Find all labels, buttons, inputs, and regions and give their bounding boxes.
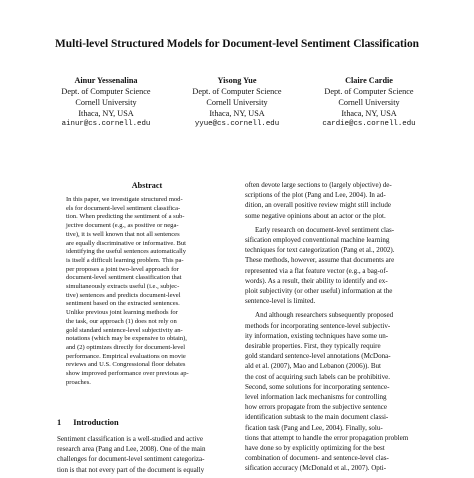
text-line: identification subtask to the main document classi- <box>245 413 389 422</box>
text-line: sification employed conventional machine learning <box>245 236 390 245</box>
text-line: fication task (Pang and Lee, 2004). Finally, solu- <box>245 423 383 432</box>
author-block-1 <box>31 75 181 130</box>
introduction-text <box>57 434 244 475</box>
text-line: Unlike previous joint learning methods for <box>66 309 178 317</box>
text-line: sentence-level is limited. <box>245 297 316 306</box>
author-city: Ithaca, NY, USA <box>78 109 134 118</box>
text-line: els for document-level sentiment classifica- <box>66 204 181 212</box>
section-number: 1 <box>57 418 62 427</box>
text-line: words). As a result, their ability to identify and ex- <box>245 276 388 285</box>
text-line: tion is that not every part of the document is equally <box>57 465 205 474</box>
text-line: tive), it is well known that not all sentences <box>66 230 180 238</box>
author-university: Cornell University <box>75 98 137 107</box>
text-line: and (2) optimizes directly for document-level <box>66 343 186 351</box>
text-line: These methods, however, assume that documents are <box>245 256 395 265</box>
text-line: are equally discriminative or informative. But <box>66 239 186 247</box>
text-line: research area (Pang and Lee, 2008). One of the main <box>57 445 206 454</box>
paragraph <box>245 310 427 473</box>
text-line: In this paper, we investigate structured mod- <box>66 196 183 203</box>
text-line: gold standard sentence-level annotations (McDona- <box>245 352 391 361</box>
text-line: dition, an overall positive review might still include <box>245 201 391 210</box>
text-line: ity information, existing techniques have some un- <box>245 331 389 340</box>
section-title: Introduction <box>73 418 119 427</box>
text-line: tive) sentences and predicts document-level <box>66 291 181 299</box>
text-line: scriptions of the plot (Pang and Lee, 2004). In ad- <box>245 191 386 200</box>
text-line: how errors propagate from the subjective sentence <box>245 403 388 412</box>
text-line: tion. When predicting the sentiment of a sub- <box>66 213 185 221</box>
text-line: reviews and U.S. Congressional floor debates <box>66 361 186 369</box>
text-line: Sentiment classification is a well-studied and active <box>57 435 203 443</box>
text-line: ald et al. (2007), Mao and Lebanon (2006)). But <box>245 362 382 371</box>
text-line: sentiment based on the extracted sentences. <box>66 300 180 308</box>
author-dept: Dept. of Computer Science <box>61 87 151 96</box>
text-line: show improved performance over previous ap- <box>66 370 189 378</box>
author-city: Ithaca, NY, USA <box>209 109 265 118</box>
author-block-2 <box>162 75 312 130</box>
author-name: Yisong Yue <box>217 76 257 85</box>
text-line: level information lack mechanisms for controlling <box>245 393 387 402</box>
text-line: combination of document- and sentence-level clas- <box>245 454 389 463</box>
paper-title: Multi-level Structured Models for Document-level Sentiment Classification <box>54 38 420 50</box>
abstract-heading: Abstract <box>131 181 163 190</box>
paragraph <box>245 225 427 307</box>
text-line: simultaneously extracts useful (i.e., subjec- <box>66 283 180 291</box>
text-line: some negative opinions about an actor or the plot. <box>245 211 386 220</box>
author-email: yyue@cs.cornell.edu <box>194 120 280 128</box>
text-line: Second, some solutions for incorporating sentence- <box>245 382 390 391</box>
author-dept: Dept. of Computer Science <box>324 87 414 96</box>
text-line: represented via a flat feature vector (e.g., a bag-of- <box>245 266 389 275</box>
author-university: Cornell University <box>206 98 268 107</box>
text-line: notations (which may be expensive to obtain), <box>66 335 187 343</box>
text-line: per proposes a joint two-level approach for <box>66 265 179 273</box>
author-university: Cornell University <box>338 98 400 107</box>
author-email: ainur@cs.cornell.edu <box>61 120 151 128</box>
paragraph <box>245 180 427 221</box>
text-line: Early research on document-level sentiment clas- <box>255 225 395 234</box>
text-line: challenges for document-level sentiment categoriza- <box>57 455 205 464</box>
text-line: desirable properties. First, they typically require <box>245 342 381 351</box>
abstract-text <box>66 196 228 387</box>
author-block-3 <box>294 75 444 130</box>
section-heading-introduction <box>57 418 247 427</box>
text-line: the task, our approach (1) does not rely on <box>66 317 177 325</box>
text-line: document-level sentiment classification that <box>66 274 182 282</box>
author-dept: Dept. of Computer Science <box>192 87 282 96</box>
text-line: is itself a difficult learning problem. This pa- <box>66 256 184 264</box>
author-name: Ainur Yessenalina <box>74 76 138 85</box>
author-name: Claire Cardie <box>345 76 393 85</box>
text-line: jective document (e.g., as positive or nega- <box>66 222 179 230</box>
text-line: tions that attempt to handle the error propagation problem <box>245 433 409 442</box>
text-line: techniques for text categorization (Pang et al., 2002). <box>245 246 395 255</box>
text-line: And although researchers subsequently proposed <box>255 311 394 320</box>
text-line: performance. Empirical evaluations on movie <box>66 352 186 360</box>
text-line: the cost of acquiring such labels can be prohibitive. <box>245 372 391 381</box>
author-city: Ithaca, NY, USA <box>341 109 397 118</box>
text-line: proaches. <box>66 378 91 386</box>
text-line: have done so by explicitly optimizing for the best <box>245 444 385 453</box>
author-email: cardie@cs.cornell.edu <box>322 120 416 128</box>
text-line: identifying the useful sentences automatically <box>66 248 186 256</box>
right-column-text <box>245 180 427 478</box>
text-line: often devote large sections to (largely objective) de- <box>245 181 392 189</box>
text-line: methods for incorporating sentence-level subjectiv- <box>245 321 391 330</box>
text-line: gold standard sentence-level subjectivity an- <box>66 326 183 334</box>
text-line: sification accuracy (McDonald et al., 2007). Opti- <box>245 464 387 473</box>
text-line: ploit subjectivity (or other useful) information at the <box>245 287 393 296</box>
